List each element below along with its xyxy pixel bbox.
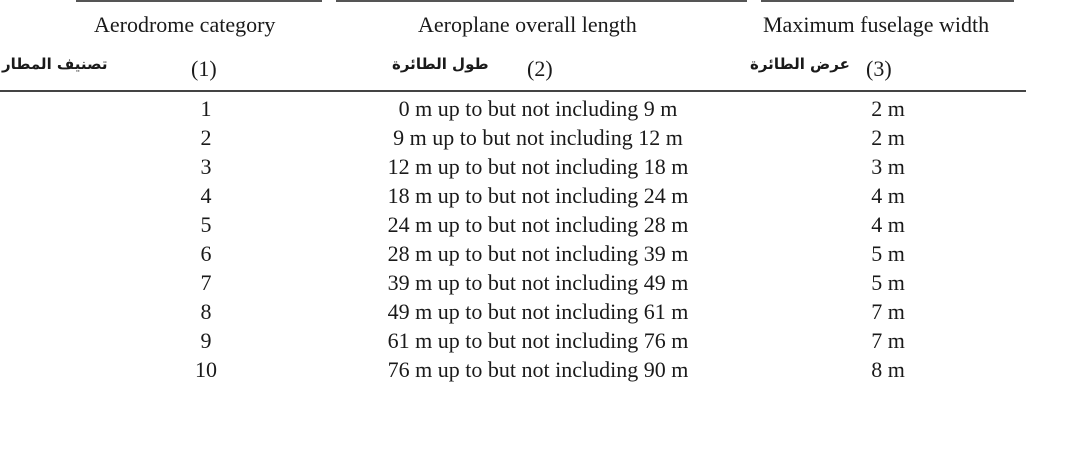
width-cell: 2 m xyxy=(871,96,905,121)
table-row xyxy=(0,297,1080,326)
col2-header-arabic: طول الطائرة xyxy=(392,55,489,73)
width-cell: 4 m xyxy=(871,183,905,208)
category-cell: 4 xyxy=(200,183,212,208)
col3-header-arabic: عرض الطائرة xyxy=(750,55,850,73)
table-row xyxy=(0,181,1080,210)
length-cell: 0 m up to but not including 9 m xyxy=(398,96,678,121)
width-cell: 7 m xyxy=(871,299,905,324)
length-cell: 61 m up to but not including 76 m xyxy=(387,328,689,353)
table-row xyxy=(0,239,1080,268)
category-cell: 1 xyxy=(200,96,212,121)
category-cell: 9 xyxy=(200,328,212,353)
length-cell: 24 m up to but not including 28 m xyxy=(387,212,689,237)
rule-gap xyxy=(322,0,336,3)
table-row xyxy=(0,94,1080,123)
table-row xyxy=(0,268,1080,297)
col3-header-title: Maximum fuselage width xyxy=(763,12,990,37)
length-cell: 9 m up to but not including 12 m xyxy=(393,125,683,150)
table-row xyxy=(0,326,1080,355)
rule-gap xyxy=(747,0,761,3)
length-cell: 12 m up to but not including 18 m xyxy=(387,154,689,179)
category-cell: 6 xyxy=(200,241,212,266)
width-cell: 8 m xyxy=(871,357,905,382)
table-row xyxy=(0,210,1080,239)
category-cell: 2 xyxy=(200,125,212,150)
width-cell: 2 m xyxy=(871,125,905,150)
category-cell: 3 xyxy=(200,154,212,179)
category-cell: 7 xyxy=(200,270,212,295)
category-cell: 8 xyxy=(200,299,212,324)
col3-header-number: (3) xyxy=(866,56,892,81)
length-cell: 28 m up to but not including 39 m xyxy=(387,241,689,266)
table-row xyxy=(0,123,1080,152)
length-cell: 18 m up to but not including 24 m xyxy=(387,183,689,208)
width-cell: 3 m xyxy=(871,154,905,179)
length-cell: 39 m up to but not including 49 m xyxy=(387,270,689,295)
length-cell: 76 m up to but not including 90 m xyxy=(387,357,689,382)
col2-header-title: Aeroplane overall length xyxy=(418,12,637,37)
col1-header-title: Aerodrome category xyxy=(94,12,276,37)
width-cell: 7 m xyxy=(871,328,905,353)
header-rule xyxy=(0,90,1026,92)
category-cell: 10 xyxy=(195,357,217,382)
col1-header-number: (1) xyxy=(191,56,217,81)
width-cell: 5 m xyxy=(871,270,905,295)
table-row xyxy=(0,152,1080,181)
length-cell: 49 m up to but not including 61 m xyxy=(387,299,689,324)
col2-header-number: (2) xyxy=(527,56,553,81)
table-row xyxy=(0,355,1080,384)
category-cell: 5 xyxy=(200,212,212,237)
width-cell: 5 m xyxy=(871,241,905,266)
col1-header-arabic: تصنيف المطار xyxy=(2,55,108,73)
width-cell: 4 m xyxy=(871,212,905,237)
table-top-rule xyxy=(76,0,1014,2)
